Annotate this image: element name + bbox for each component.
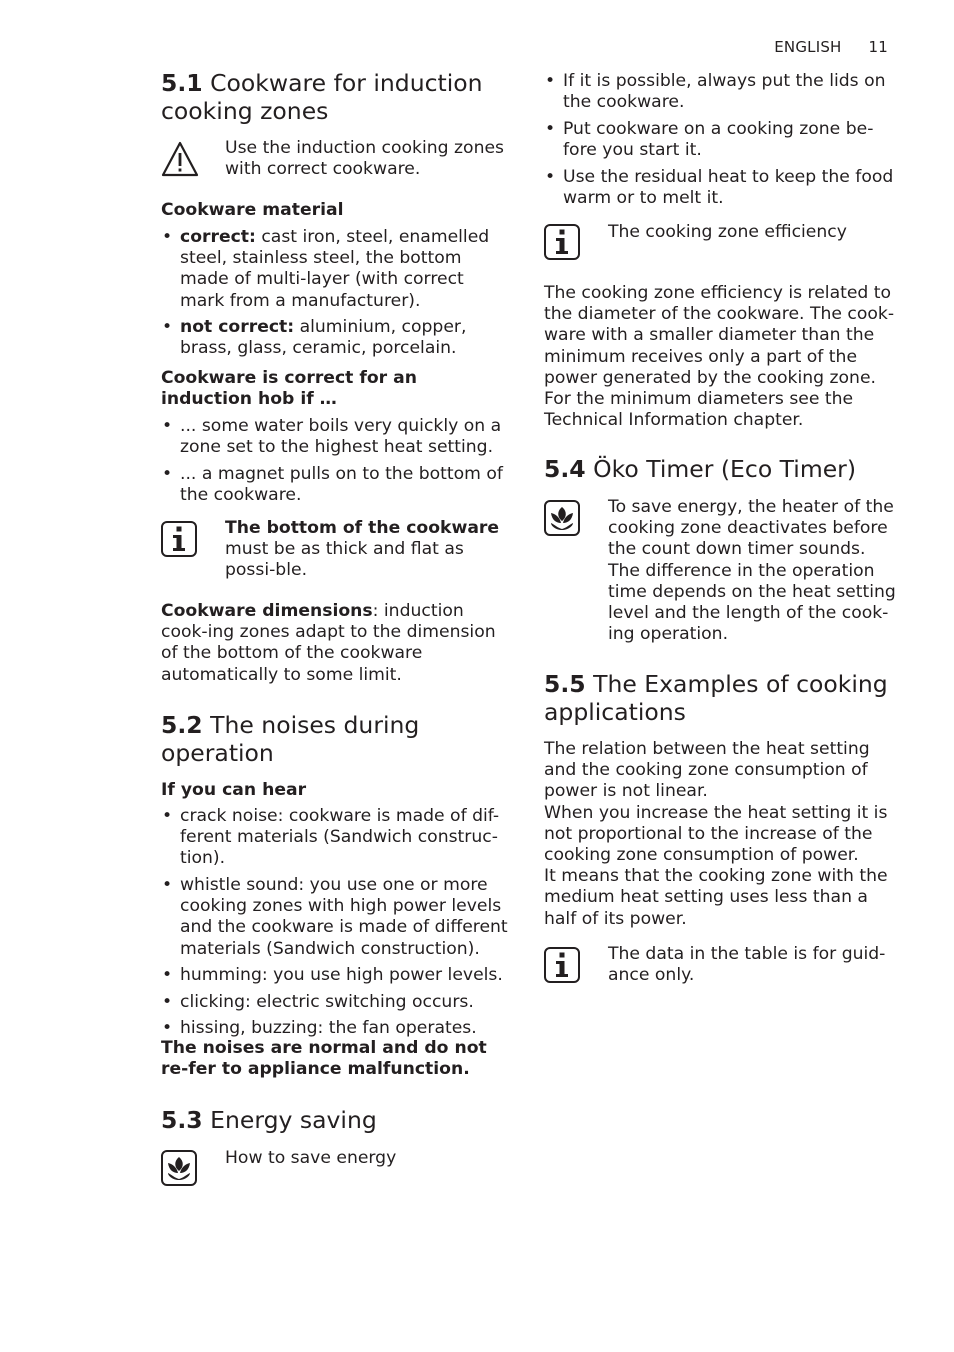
info-note-cookware-bottom bbox=[161, 518, 513, 582]
list-item: • correct: cast iron, steel, enamelled steel, stainless steel, the bottom made of multi-layer (with correct mark from a manufacturer). bbox=[161, 227, 513, 312]
eco-note bbox=[161, 1148, 513, 1169]
eco-timer-text: To save energy, the heater of the cooking zone deactivates before the count down timer sounds. The difference in the operation time depends on the heat setting level and the length of the cook-ing operation. bbox=[608, 497, 896, 645]
list-item: • ... a magnet pulls on to the bottom of the cookware. bbox=[161, 464, 513, 506]
list-item: • whistle sound: you use one or more cooking zones with high power levels and the cookware is made of different materials (Sandwich construction). bbox=[161, 875, 513, 960]
cookware-correct-list bbox=[161, 416, 513, 512]
section-5-3-heading: 5.3 Energy saving bbox=[161, 1106, 377, 1134]
info-note-text: The bottom of the cookware must be as thick and flat as possi-ble. bbox=[225, 518, 500, 581]
info-note-text: The cooking zone efficiency bbox=[608, 222, 847, 242]
noises-conclusion: The noises are normal and do not re-fer to appliance malfunction. bbox=[161, 1038, 487, 1080]
cookware-material-heading: Cookware material bbox=[161, 200, 344, 220]
info-icon bbox=[544, 947, 580, 983]
cookware-dimensions-paragraph: Cookware dimensions: induction cook-ing zones adapt to the dimension of the bottom of the cookware automatically to some limit. bbox=[161, 601, 496, 685]
list-item: • not correct: aluminium, copper, brass, glass, ceramic, porcelain. bbox=[161, 317, 513, 359]
warning-triangle-icon bbox=[161, 140, 199, 182]
section-5-2-heading: 5.2 The noises during operation bbox=[161, 711, 420, 767]
info-note-text: The data in the table is for guid-ance only. bbox=[608, 944, 886, 986]
list-item: • Put cookware on a cooking zone be-fore you start it. bbox=[544, 119, 898, 161]
list-item: • humming: you use high power levels. bbox=[161, 965, 513, 986]
warning-note bbox=[161, 138, 513, 180]
section-5-5-heading: 5.5 The Examples of cooking applications bbox=[544, 670, 888, 726]
list-item: • ... some water boils very quickly on a zone set to the highest heat setting. bbox=[161, 416, 513, 458]
header-language: ENGLISH bbox=[774, 38, 842, 56]
eco-timer-note bbox=[544, 497, 898, 645]
info-icon bbox=[544, 224, 580, 260]
cookware-correct-heading: Cookware is correct for an induction hob if … bbox=[161, 368, 417, 410]
section-5-1-heading: 5.1 Cookware for induction cooking zones bbox=[161, 69, 483, 125]
if-you-can-hear-heading: If you can hear bbox=[161, 780, 307, 800]
paragraph: When you increase the heat setting it is not proportional to the increase of the cooking zone consumption of power. bbox=[544, 802, 888, 866]
page-header bbox=[752, 38, 888, 56]
page-number: 11 bbox=[868, 38, 888, 56]
list-item: • clicking: electric switching occurs. bbox=[161, 992, 513, 1013]
list-item: • If it is possible, always put the lids on the cookware. bbox=[544, 71, 898, 113]
warning-text: Use the induction cooking zones with correct cookware. bbox=[225, 138, 504, 180]
paragraph: It means that the cooking zone with the medium heat setting uses less than a half of its power. bbox=[544, 866, 888, 929]
list-item: • hissing, buzzing: the fan operates. bbox=[161, 1018, 513, 1039]
paragraph: The relation between the heat setting and the cooking zone consumption of power is not linear. bbox=[544, 739, 870, 802]
energy-saving-list bbox=[544, 71, 898, 214]
list-item: • crack noise: cookware is made of dif-ferent materials (Sandwich construc-tion). bbox=[161, 806, 513, 870]
noises-list bbox=[161, 806, 513, 1045]
cookware-material-list bbox=[161, 227, 513, 365]
cooking-applications-text bbox=[544, 739, 898, 930]
eco-leaf-icon bbox=[544, 500, 580, 536]
info-note-table bbox=[544, 944, 898, 986]
list-item: • Use the residual heat to keep the food warm or to melt it. bbox=[544, 167, 898, 209]
info-note-efficiency bbox=[544, 222, 898, 243]
eco-note-text: How to save energy bbox=[225, 1148, 397, 1168]
info-icon bbox=[161, 521, 197, 557]
efficiency-paragraph: The cooking zone efficiency is related to the diameter of the cookware. The cook-ware with a smaller diameter than the minimum receives only a part of the power generated by the cooking zone. For the minimum diameters see the Technical Information chapter. bbox=[544, 283, 895, 431]
eco-leaf-icon bbox=[161, 1150, 197, 1186]
section-5-4-heading: 5.4 Öko Timer (Eco Timer) bbox=[544, 455, 857, 483]
